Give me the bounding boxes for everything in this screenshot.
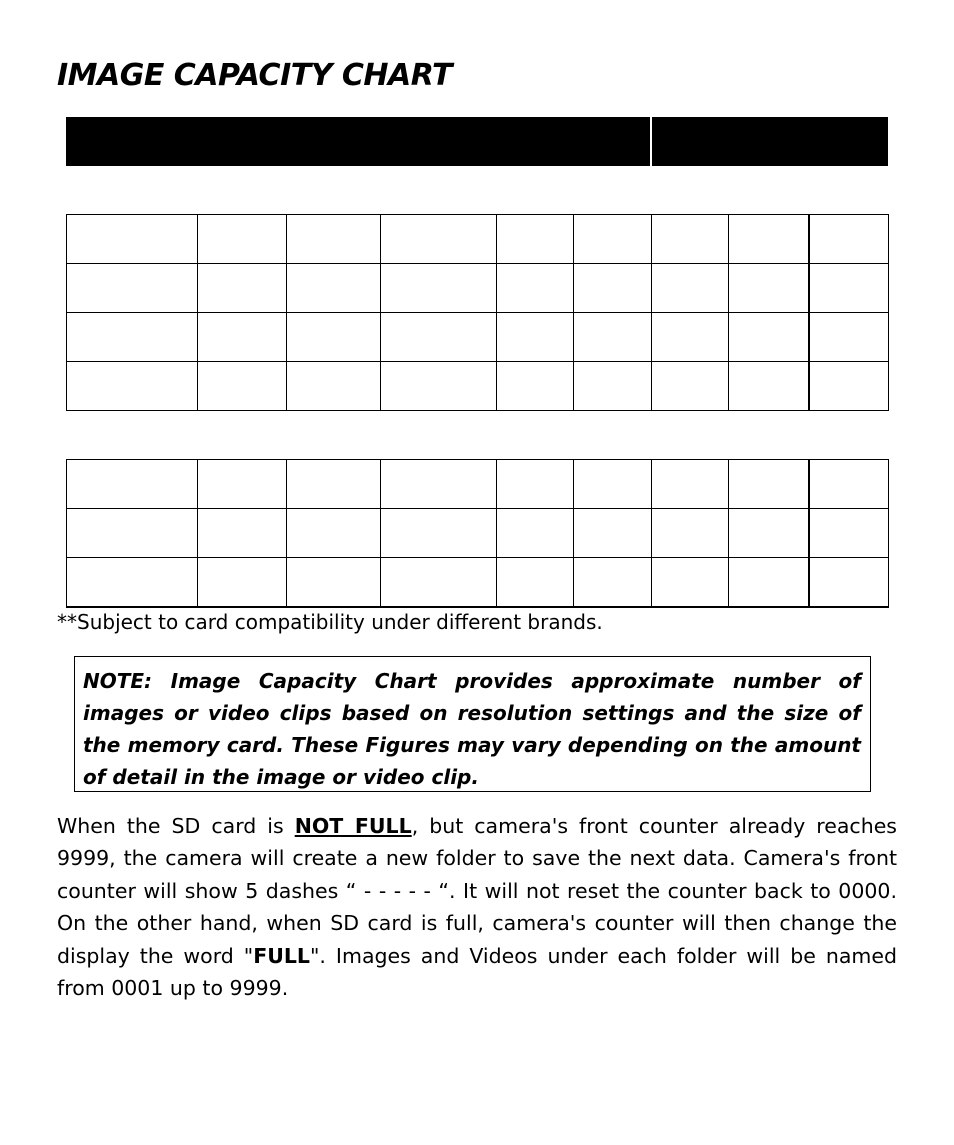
table-cell [381,460,497,509]
table-cell [381,264,497,313]
page-title: IMAGE CAPACITY CHART [57,58,452,93]
table-cell [198,264,287,313]
table-cell [574,460,652,509]
table-cell [652,558,729,608]
table-cell [497,460,574,509]
header-cell-left [66,117,650,166]
table-cell [652,313,729,362]
table-cell [67,264,198,313]
table-row [67,362,889,411]
table-cell [287,558,381,608]
table-cell [574,264,652,313]
body-part-3: ". Images and Videos under each folder will be named from 0001 up to 9999. [57,943,897,1001]
table-cell [574,313,652,362]
table-row [67,215,889,264]
table-cell [729,362,809,411]
table-cell [729,460,809,509]
table-cell [652,264,729,313]
table-cell [497,362,574,411]
table-cell [809,558,889,608]
table-cell [67,558,198,608]
table-row [67,509,889,558]
table-cell [729,509,809,558]
table-row [67,313,889,362]
table-cell [809,264,889,313]
table-cell [574,509,652,558]
table-cell [497,558,574,608]
table-cell [652,509,729,558]
table-cell [287,264,381,313]
table-cell [497,264,574,313]
table-cell [67,215,198,264]
table-cell [574,215,652,264]
not-full-emphasis: NOT FULL [294,814,412,838]
table-cell [729,264,809,313]
full-word-emphasis: FULL [253,943,310,968]
body-part-2: , but camera's front counter already reaches 9999, the camera will create a new folder to save the next data. Camera's front counter will show 5 dashes “ - - - - - “. It will not reset the counter back to 0000. On the other hand, when SD card is full, camera's counter will then change the display the word " [57,814,897,968]
capacity-table-1 [66,214,889,411]
table-cell [381,509,497,558]
table-cell [809,460,889,509]
table-cell [497,313,574,362]
table-row [67,264,889,313]
table-cell [67,362,198,411]
table-cell [287,313,381,362]
table-cell [381,362,497,411]
table-cell [574,362,652,411]
table-cell [287,460,381,509]
table-row [67,460,889,509]
table-cell [729,558,809,608]
table-cell [67,460,198,509]
table-cell [809,313,889,362]
compatibility-footnote: **Subject to card compatibility under different brands. [57,610,603,634]
table-cell [497,215,574,264]
table-cell [652,215,729,264]
counter-explanation [57,810,897,1004]
table-cell [574,558,652,608]
table-cell [381,558,497,608]
table-cell [809,215,889,264]
table-cell [809,509,889,558]
table-cell [198,215,287,264]
table-cell [198,460,287,509]
table-cell [497,509,574,558]
note-box [74,656,871,792]
table-cell [287,509,381,558]
header-cell-right [652,117,888,166]
table-cell [729,313,809,362]
table-cell [652,362,729,411]
table-cell [198,313,287,362]
table-header-bar [66,117,888,166]
table-cell [809,362,889,411]
table-cell [381,313,497,362]
note-text: NOTE: Image Capacity Chart provides approximate number of images or video clips based on resolution settings and the size of the memory card. These Figures may vary depending on the amount of detail in the image or video clip. [83,669,861,789]
table-cell [652,460,729,509]
table-cell [67,313,198,362]
body-part-1: When the SD card is [57,814,295,838]
table-cell [198,362,287,411]
table-cell [729,215,809,264]
table-cell [287,215,381,264]
table-cell [287,362,381,411]
table-cell [198,558,287,608]
table-cell [67,509,198,558]
capacity-table-2 [66,459,889,608]
table-cell [381,215,497,264]
table-row [67,558,889,608]
table-cell [198,509,287,558]
